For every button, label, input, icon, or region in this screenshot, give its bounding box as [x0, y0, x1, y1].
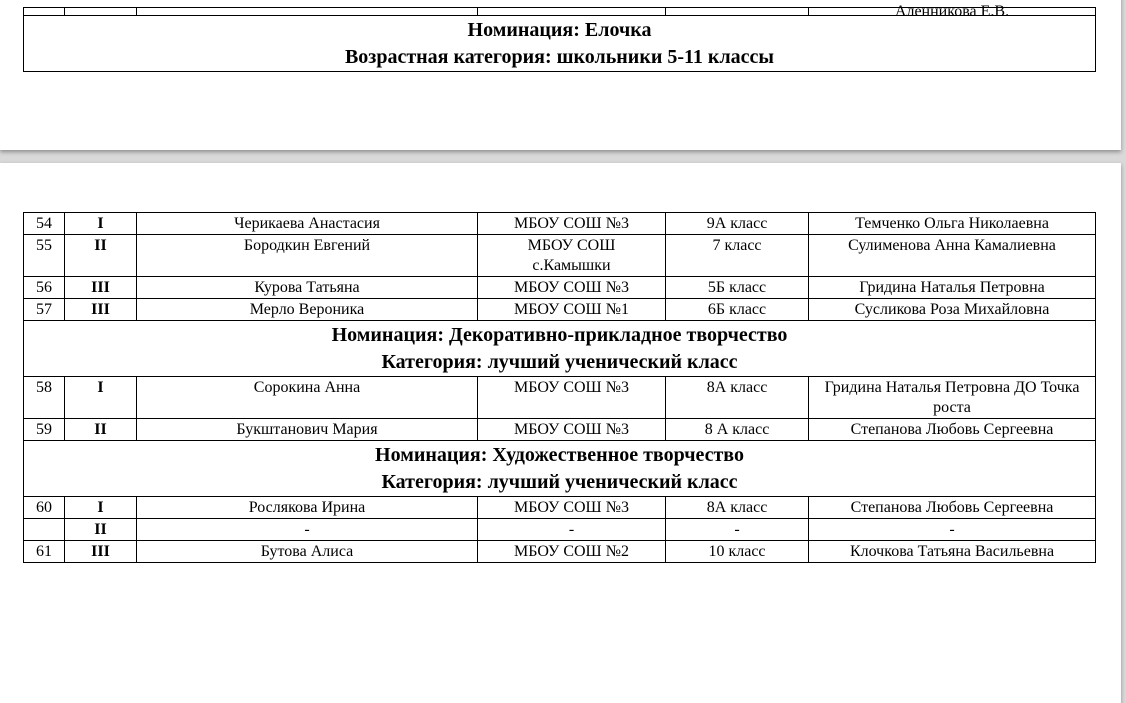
- teacher-cell: Сулименова Анна Камалиевна: [809, 235, 1096, 277]
- place-cell: III: [65, 541, 137, 563]
- table-row: [24, 541, 1096, 563]
- teacher-cell: Гридина Наталья Петровна ДО Точка роста: [809, 377, 1096, 419]
- row-number-cell: 55: [24, 235, 65, 277]
- teacher-cell: Клочкова Татьяна Васильевна: [809, 541, 1096, 563]
- place-cell: I: [65, 377, 137, 419]
- place-cell: III: [65, 277, 137, 299]
- row-number-cell: 54: [24, 213, 65, 235]
- grade-cell: 9А класс: [666, 213, 809, 235]
- row-number-cell: 59: [24, 419, 65, 441]
- teacher-cell: Сусликова Роза Михайловна: [809, 299, 1096, 321]
- table-row: [24, 419, 1096, 441]
- teacher-cell: Степанова Любовь Сергеевна: [809, 419, 1096, 441]
- pdf-page-1: [0, 0, 1121, 150]
- school-cell: МБОУ СОШ с.Камышки: [478, 235, 666, 277]
- participant-name-cell: -: [137, 519, 478, 541]
- school-cell: МБОУ СОШ №3: [478, 213, 666, 235]
- table-row: [24, 8, 1096, 16]
- teacher-cell: Аленникова Е.В.: [894, 3, 1010, 20]
- participant-name-cell: Рослякова Ирина: [137, 497, 478, 519]
- nomination-heading: Номинация: Декоративно-прикладное творчество: [331, 324, 788, 346]
- place-cell: II: [65, 235, 137, 277]
- place-cell: II: [65, 419, 137, 441]
- place-cell: II: [65, 519, 137, 541]
- category-heading: Категория: лучший ученический класс: [381, 471, 738, 493]
- school-cell: МБОУ СОШ №1: [478, 299, 666, 321]
- nomination-heading: Номинация: Художественное творчество: [375, 444, 744, 466]
- table-row: [24, 299, 1096, 321]
- table-row: [24, 277, 1096, 299]
- place-cell: I: [65, 497, 137, 519]
- category-heading: Категория: лучший ученический класс: [381, 351, 738, 373]
- teacher-cell: Темченко Ольга Николаевна: [809, 213, 1096, 235]
- grade-cell: 8А класс: [666, 377, 809, 419]
- grade-cell: 8 А класс: [666, 419, 809, 441]
- teacher-cell: Гридина Наталья Петровна: [809, 277, 1096, 299]
- teacher-cell: -: [809, 519, 1096, 541]
- category-heading: Возрастная категория: школьники 5-11 классы: [344, 46, 775, 68]
- pdf-page-2: [0, 163, 1121, 703]
- grade-cell: 8А класс: [666, 497, 809, 519]
- participant-name-cell: Бутова Алиса: [137, 541, 478, 563]
- row-number-cell: [24, 519, 65, 541]
- section-heading-row: [24, 321, 1096, 377]
- place-cell: III: [65, 299, 137, 321]
- results-table-page-2: [23, 212, 1096, 563]
- participant-name-cell: Курова Татьяна: [137, 277, 478, 299]
- place-cell: I: [65, 213, 137, 235]
- row-number-cell: 56: [24, 277, 65, 299]
- table-row: [24, 377, 1096, 419]
- row-number-cell: 58: [24, 377, 65, 419]
- grade-cell: 7 класс: [666, 235, 809, 277]
- school-cell: -: [478, 519, 666, 541]
- row-number-cell: 61: [24, 541, 65, 563]
- grade-cell: 10 класс: [666, 541, 809, 563]
- results-table-page-1: [23, 3, 1096, 72]
- participant-name-cell: Сорокина Анна: [137, 377, 478, 419]
- grade-cell: 5Б класс: [666, 277, 809, 299]
- school-cell: МБОУ СОШ №3: [478, 497, 666, 519]
- table-row: [24, 213, 1096, 235]
- section-heading-row: [24, 441, 1096, 497]
- table-row: [24, 235, 1096, 277]
- teacher-cell: Степанова Любовь Сергеевна: [809, 497, 1096, 519]
- table-row: [24, 519, 1096, 541]
- grade-cell: 6Б класс: [666, 299, 809, 321]
- school-cell: МБОУ СОШ №3: [478, 277, 666, 299]
- school-cell: МБОУ СОШ №2: [478, 541, 666, 563]
- participant-name-cell: Черикаева Анастасия: [137, 213, 478, 235]
- section-heading-row: [24, 16, 1096, 72]
- table-row: [24, 497, 1096, 519]
- grade-cell: -: [666, 519, 809, 541]
- participant-name-cell: Мерло Вероника: [137, 299, 478, 321]
- nomination-heading: Номинация: Елочка: [467, 19, 652, 41]
- participant-name-cell: Бородкин Евгений: [137, 235, 478, 277]
- school-cell: МБОУ СОШ №3: [478, 419, 666, 441]
- row-number-cell: 60: [24, 497, 65, 519]
- school-cell: МБОУ СОШ №3: [478, 377, 666, 419]
- participant-name-cell: Букштанович Мария: [137, 419, 478, 441]
- row-number-cell: 57: [24, 299, 65, 321]
